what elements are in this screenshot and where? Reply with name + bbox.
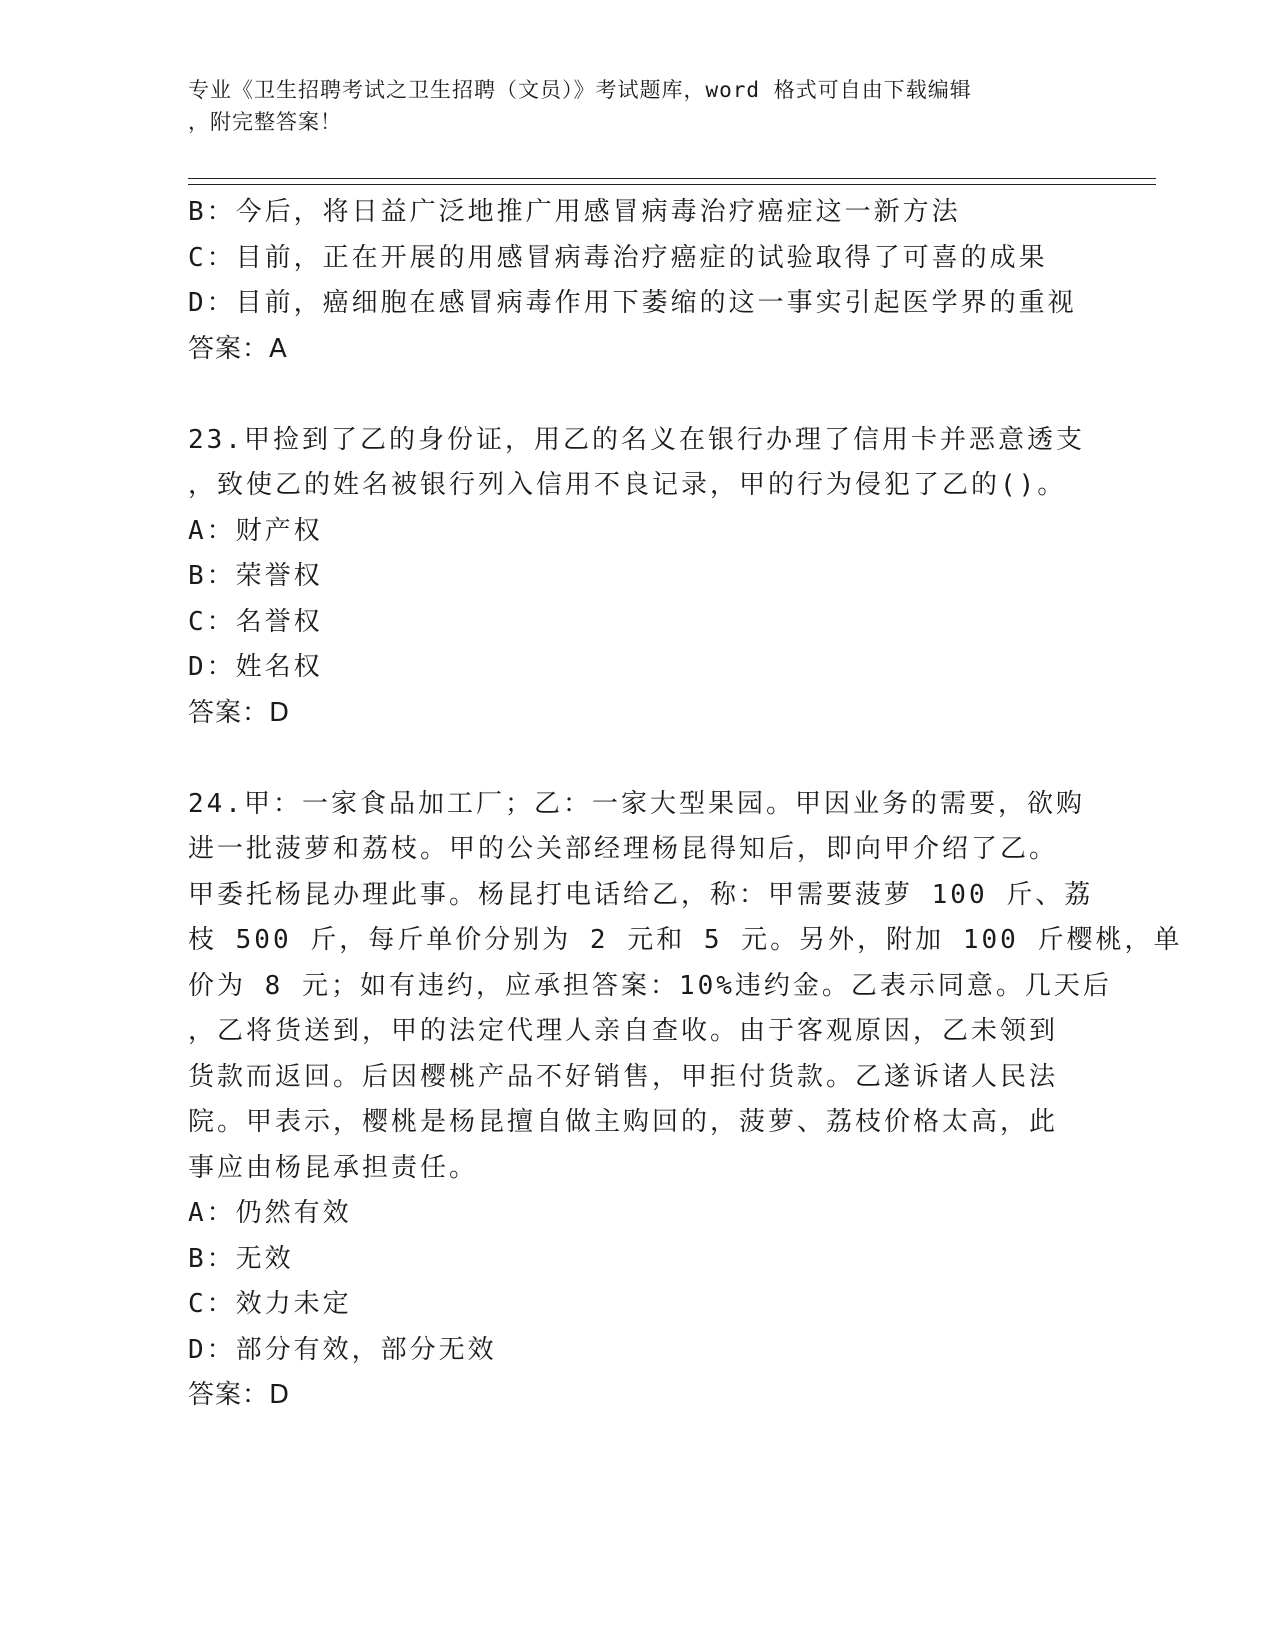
q23-option-d: D：姓名权 bbox=[188, 652, 323, 682]
q24-option-a: A：仍然有效 bbox=[188, 1198, 352, 1228]
q24-stem-line: ，乙将货送到，甲的法定代理人亲自查收。由于客观原因，乙未领到 bbox=[188, 1016, 1059, 1046]
spacer bbox=[188, 736, 1088, 782]
q24-option-c: C：效力未定 bbox=[188, 1289, 352, 1319]
q24-stem-line: 事应由杨昆承担责任。 bbox=[188, 1152, 479, 1183]
q22-option-c: C：目前，正在开展的用感冒病毒治疗癌症的试验取得了可喜的成果 bbox=[188, 242, 1048, 273]
q24-answer: 答案：D bbox=[188, 1380, 291, 1410]
q24-stem-line: 24.甲：一家食品加工厂；乙：一家大型果园。甲因业务的需要，欲购 bbox=[188, 788, 1085, 819]
q24-stem-line: 枝 500 斤，每斤单价分别为 2 元和 5 元。另外，附加 100 斤樱桃，单 bbox=[188, 925, 1183, 955]
q23-answer: 答案：D bbox=[188, 697, 291, 728]
q24-stem-line: 进一批菠萝和荔枝。甲的公关部经理杨昆得知后，即向甲介绍了乙。 bbox=[188, 834, 1059, 864]
header-rule-top bbox=[188, 178, 1156, 179]
q23-option-b: B：荣誉权 bbox=[188, 561, 323, 591]
q24-option-d: D：部分有效，部分无效 bbox=[188, 1334, 497, 1365]
q24-stem-line: 货款而返回。后因樱桃产品不好销售，甲拒付货款。乙遂诉诸人民法 bbox=[188, 1061, 1059, 1092]
q24-option-b: B：无效 bbox=[188, 1243, 294, 1274]
q24-stem-line: 甲委托杨昆办理此事。杨昆打电话给乙，称：甲需要菠萝 100 斤、荔 bbox=[188, 879, 1094, 910]
q22-answer: 答案：A bbox=[188, 333, 288, 364]
question-23 bbox=[188, 418, 1088, 737]
q24-stem-line: 院。甲表示，樱桃是杨昆擅自做主购回的，菠萝、荔枝价格太高，此 bbox=[188, 1107, 1059, 1137]
header-rule-bottom bbox=[188, 184, 1156, 185]
q23-option-c: C：名誉权 bbox=[188, 606, 323, 637]
spacer bbox=[188, 372, 1088, 418]
header-line-1: 专业《卫生招聘考试之卫生招聘（文员）》考试题库，word 格式可自由下载编辑 bbox=[188, 78, 972, 102]
q22-option-d: D：目前，癌细胞在感冒病毒作用下萎缩的这一事实引起医学界的重视 bbox=[188, 288, 1077, 318]
question-24 bbox=[188, 782, 1183, 1419]
q24-stem-line: 价为 8 元；如有违约，应承担答案：10%违约金。乙表示同意。几天后 bbox=[188, 970, 1112, 1001]
question-content bbox=[188, 190, 1183, 1419]
q23-stem-line: 23.甲捡到了乙的身份证，用乙的名义在银行办理了信用卡并恶意透支 bbox=[188, 424, 1085, 455]
document-header bbox=[188, 74, 1068, 138]
q22-option-b: B：今后，将日益广泛地推广用感冒病毒治疗癌症这一新方法 bbox=[188, 197, 961, 227]
q23-option-a: A：财产权 bbox=[188, 515, 323, 546]
q23-stem-line: ，致使乙的姓名被银行列入信用不良记录，甲的行为侵犯了乙的()。 bbox=[188, 470, 1067, 500]
header-line-2: ，附完整答案！ bbox=[188, 110, 342, 134]
question-22 bbox=[188, 190, 1088, 372]
